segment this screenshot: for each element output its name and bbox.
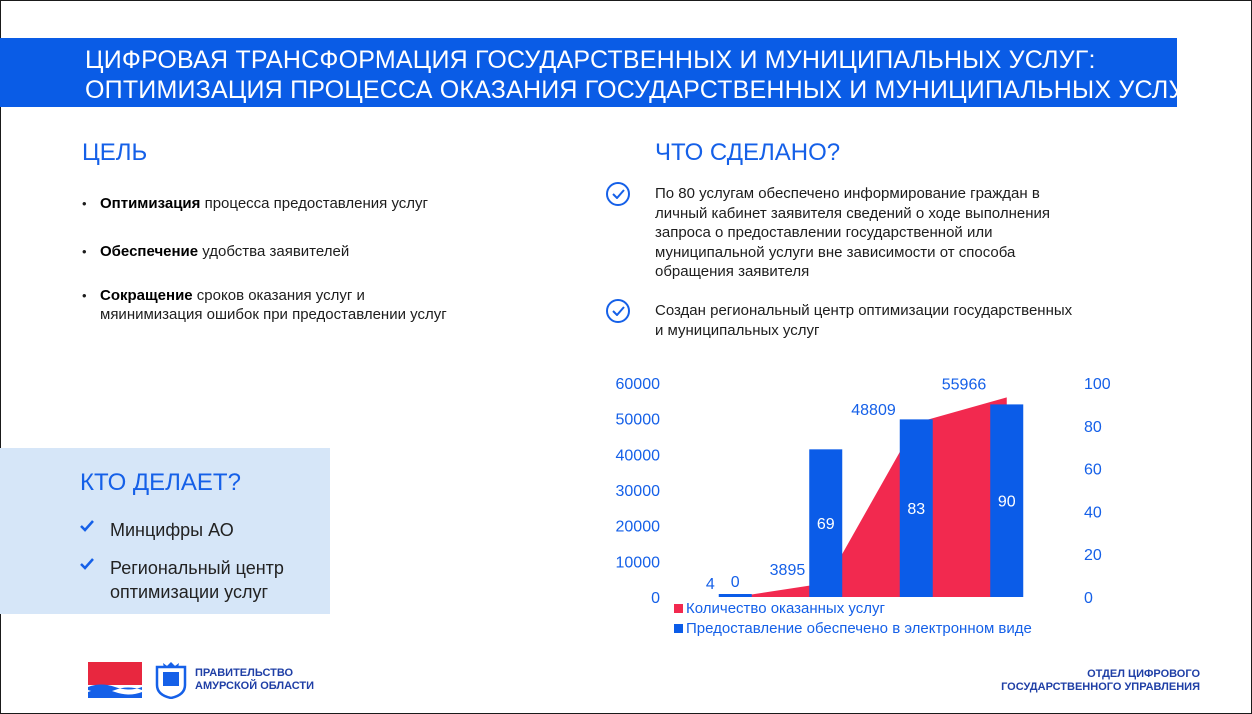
footer-right-line: ГОСУДАРСТВЕННОГО УПРАВЛЕНИЯ xyxy=(1001,681,1200,693)
legend-swatch xyxy=(674,624,683,633)
goal-item xyxy=(82,242,462,261)
area-data-label: 48809 xyxy=(851,401,896,419)
goal-item-bold: Оптимизация xyxy=(100,195,201,212)
right-axis-tick-label: 80 xyxy=(1084,418,1102,436)
area-data-label: 55966 xyxy=(941,376,987,394)
right-axis-tick-label: 20 xyxy=(1084,547,1102,565)
goal-item xyxy=(82,194,462,213)
area-data-label: 3895 xyxy=(769,562,806,580)
area-data-label: 4 xyxy=(705,575,715,593)
footer-right-label xyxy=(1001,668,1200,694)
bar-data-label: 83 xyxy=(907,501,926,519)
left-axis-tick-label: 20000 xyxy=(615,518,660,536)
right-axis-tick-label: 100 xyxy=(1084,376,1111,393)
bar-electronic-share xyxy=(719,594,752,597)
left-axis-tick-label: 40000 xyxy=(615,447,660,465)
footer-left-line: ПРАВИТЕЛЬСТВО xyxy=(195,667,294,679)
check-circle-icon xyxy=(606,299,630,323)
checkmark-icon xyxy=(80,520,94,532)
bar-data-label: 90 xyxy=(997,493,1016,511)
left-axis-tick-label: 50000 xyxy=(615,411,660,429)
done-heading: ЧТО СДЕЛАНО? xyxy=(655,139,841,166)
right-axis-tick-label: 60 xyxy=(1084,461,1102,479)
goal-item-text: сроков оказания услуг и мяинимизация ошибок при предоставлении услуг xyxy=(100,287,447,323)
who-item-text: Минцифры АО xyxy=(110,520,234,540)
who-panel xyxy=(0,448,330,614)
done-item-text: По 80 услугам обеспечено информирование граждан в личный кабинет заявителя сведений о ходе выполнения запроса о предоставлении государственной или муниципальной услуги вне зависимости от способа обращения заявителя xyxy=(655,185,1050,280)
title-line-2: ОПТИМИЗАЦИЯ ПРОЦЕССА ОКАЗАНИЯ ГОСУДАРСТВЕННЫХ И МУНИЦИПАЛЬНЫХ УСЛУГ xyxy=(85,76,1199,104)
goal-heading: ЦЕЛЬ xyxy=(82,139,148,166)
emblem-icon xyxy=(155,661,187,699)
checkmark-icon xyxy=(80,558,94,570)
footer-left-line: АМУРСКОЙ ОБЛАСТИ xyxy=(195,680,315,692)
bar-data-label: 69 xyxy=(816,516,835,534)
goal-item-bold: Обеспечение xyxy=(100,243,199,260)
left-axis-tick-label: 30000 xyxy=(615,483,660,500)
right-axis-tick-label: 40 xyxy=(1084,504,1102,522)
title-line-1: ЦИФРОВАЯ ТРАНСФОРМАЦИЯ ГОСУДАРСТВЕННЫХ И МУНИЦИПАЛЬНЫХ УСЛУГ: xyxy=(85,46,1096,74)
bar-data-label: 0 xyxy=(730,574,740,591)
check-circle-icon xyxy=(606,182,630,206)
goal-item-text: процесса предоставления услуг xyxy=(200,195,429,212)
footer-left-label xyxy=(195,667,314,693)
left-axis-tick-label: 60000 xyxy=(615,376,660,393)
who-heading: КТО ДЕЛАЕТ? xyxy=(80,469,241,496)
footer-right-line: ОТДЕЛ ЦИФРОВОГО xyxy=(1087,668,1200,680)
left-axis-tick-label: 0 xyxy=(651,590,660,607)
done-item-text: Создан региональный центр оптимизации государственных и муниципальных услуг xyxy=(655,302,1073,339)
left-axis-tick-label: 10000 xyxy=(615,554,660,572)
services-chart xyxy=(590,365,1130,650)
goal-item xyxy=(82,286,462,324)
right-axis-tick-label: 0 xyxy=(1084,590,1093,607)
legend-label: Количество оказанных услуг xyxy=(686,600,885,617)
legend-swatch xyxy=(674,604,683,613)
who-item-text: Региональный центр оптимизации услуг xyxy=(110,558,284,602)
goal-item-text: удобства заявителей xyxy=(198,243,350,260)
legend-label: Предоставление обеспечено в электронном виде xyxy=(686,620,1032,637)
goal-list xyxy=(82,194,462,324)
title-bar xyxy=(0,38,1199,107)
coat-of-arms-icon xyxy=(88,662,142,698)
goal-item-bold: Сокращение xyxy=(100,287,193,304)
